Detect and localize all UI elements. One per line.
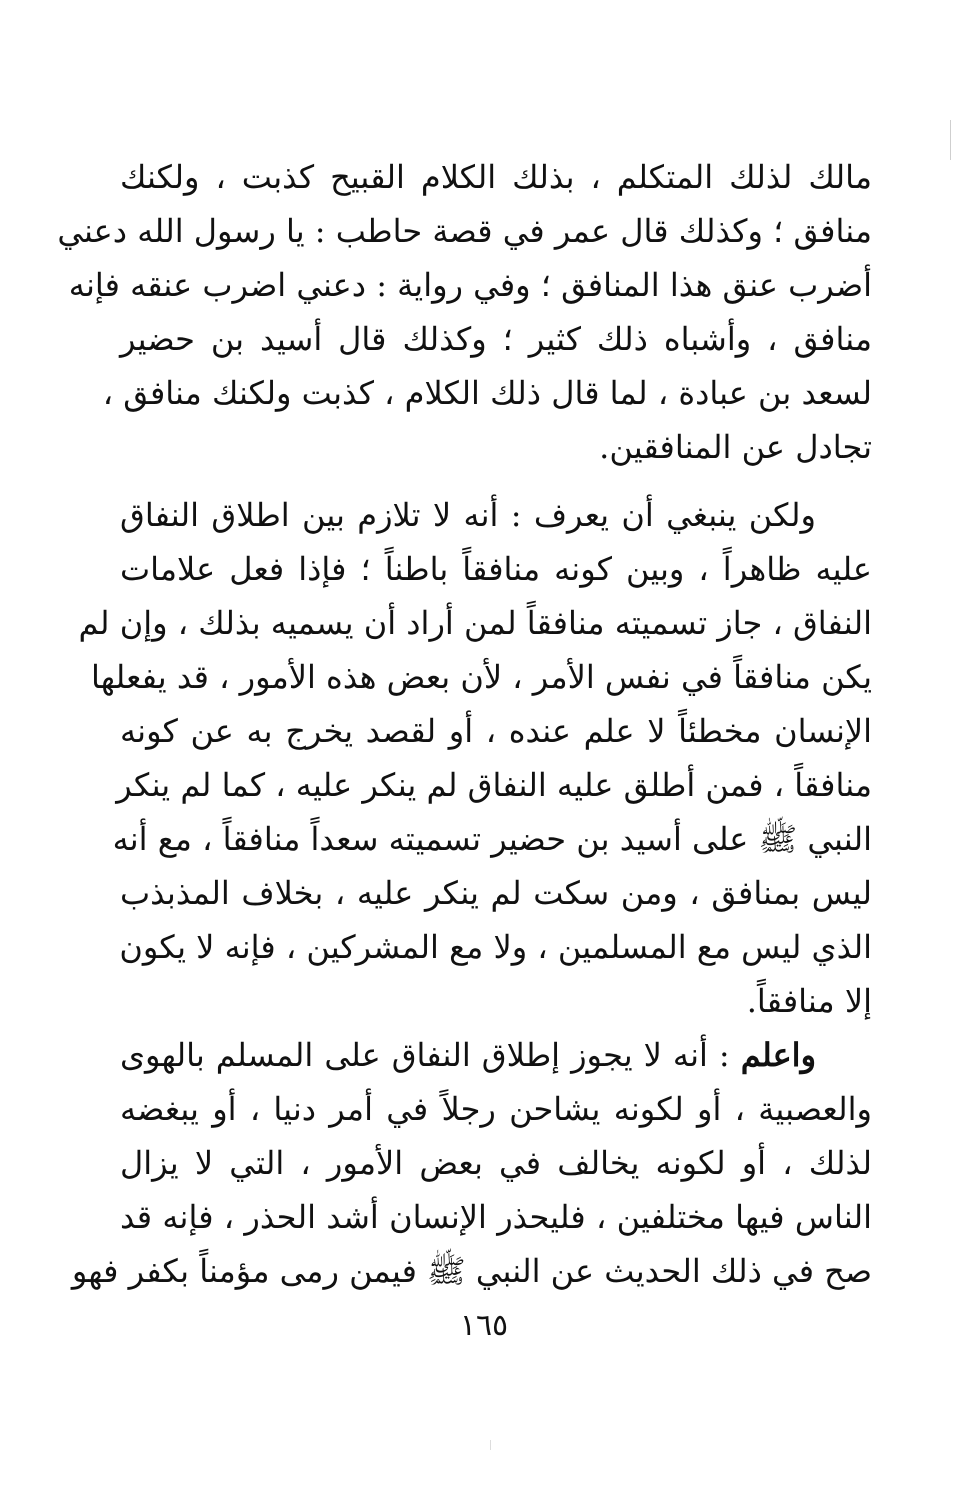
text-line: لسعد بن عبادة ، لما قال ذلك الكلام ، كذبت ولكنك منافق ، (102, 374, 872, 412)
text-line: ولكن ينبغي أن يعرف : أنه لا تلازم بين اطلاق النفاق (120, 496, 816, 534)
text-line: الناس فيها مختلفين ، فليحذر الإنسان أشد الحذر ، فإنه قد (120, 1198, 872, 1236)
text-line: يكن منافقاً في نفس الأمر ، لأن بعض هذه الأمور ، قد يفعلها (91, 658, 872, 696)
text-line: النبي ﷺ على أسيد بن حضير تسميته سعداً منافقاً ، مع أنه (112, 820, 872, 858)
paragraph-1 (57, 150, 872, 474)
text-line: منافقاً ، فمن أطلق عليه النفاق لم ينكر عليه ، كما لم ينكر (116, 766, 872, 804)
scan-edge-mark (950, 120, 951, 160)
text-line: والعصبية ، أو لكونه يشاحن رجلاً في أمر دنيا ، أو يبغضه (120, 1090, 872, 1128)
text-line: الإنسان مخطئاً لا علم عنده ، أو لقصد يخرج به عن كونه (120, 712, 872, 750)
text-line: عليه ظاهراً ، وبين كونه منافقاً باطناً ؛ فإذا فعل علامات (120, 550, 872, 588)
paragraph-3 (71, 1028, 873, 1298)
paragraph-2 (78, 488, 873, 1028)
text-line: مالك لذلك المتكلم ، بذلك الكلام القبيح كذبت ، ولكنك (120, 158, 872, 196)
page-number: ١٦٥ (459, 1308, 509, 1343)
text-line: لذلك ، أو لكونه يخالف في بعض الأمور ، التي لا يزال (120, 1144, 873, 1182)
text-line: صح في ذلك الحديث عن النبي ﷺ فيمن رمى مؤمناً بكفر فهو (71, 1252, 872, 1290)
scan-edge-mark (490, 1440, 491, 1450)
text-line: منافق ، وأشباه ذلك كثير ؛ وكذلك قال أسيد بن حضير (120, 320, 872, 358)
text-line: منافق ؛ وكذلك قال عمر في قصة حاطب : يا رسول الله دعني (57, 212, 872, 250)
text-line-with-lead (120, 1028, 872, 1082)
text-line: إلا منافقاً. (746, 982, 872, 1020)
text-line: تجادل عن المنافقين. (599, 428, 872, 466)
text-line: النفاق ، جاز تسميته منافقاً لمن أراد أن يسميه بذلك ، وإن لم (78, 604, 872, 642)
text-line: الذي ليس مع المسلمين ، ولا مع المشركين ، فإنه لا يكون (119, 928, 872, 966)
lead-word: واعلم (740, 1036, 817, 1074)
text-line: ليس بمنافق ، ومن سكت لم ينكر عليه ، بخلاف المذبذب (120, 874, 873, 912)
text-line: أضرب عنق هذا المنافق ؛ وفي رواية : دعني اضرب عنقه فإنه (68, 266, 872, 304)
text-line: : أنه لا يجوز إطلاق النفاق على المسلم بالهوى (120, 1036, 741, 1074)
